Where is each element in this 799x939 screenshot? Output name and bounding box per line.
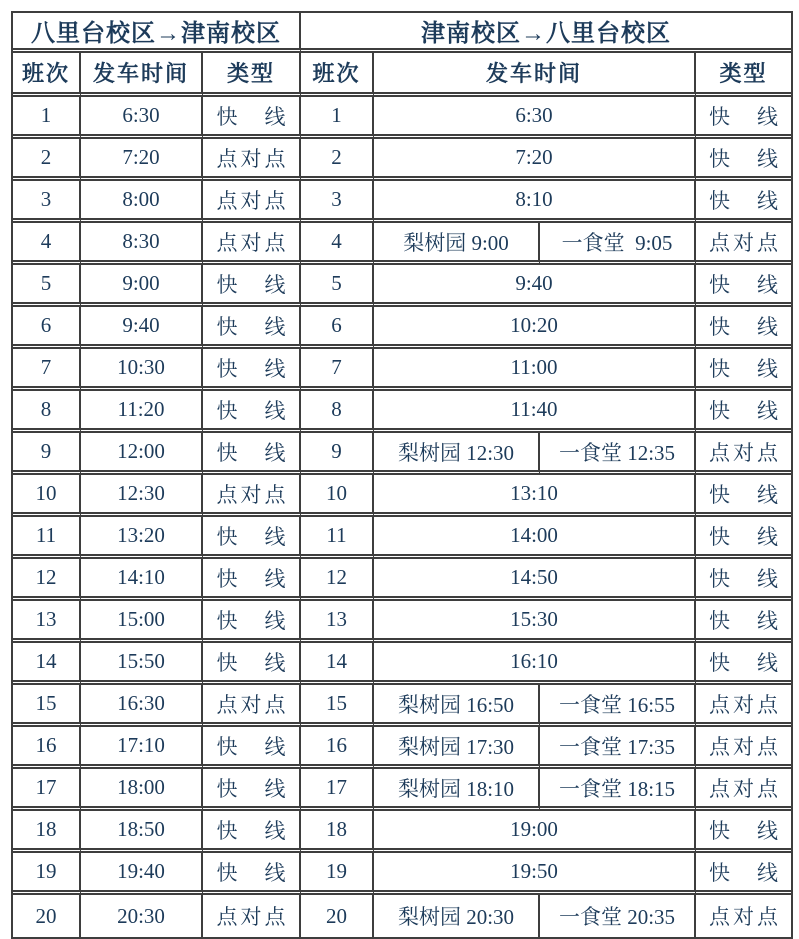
right-departure-time-lishuyuan: 梨树园 16:50 xyxy=(374,685,540,727)
schedule-row xyxy=(13,769,791,811)
right-trip-number: 16 xyxy=(301,727,374,769)
right-header-type: 类型 xyxy=(696,53,791,97)
schedule-row xyxy=(13,265,791,307)
right-trip-number: 15 xyxy=(301,685,374,727)
right-line-type: 快 线 xyxy=(696,307,791,349)
left-departure-time: 7:20 xyxy=(81,139,203,181)
left-line-type: 点对点 xyxy=(203,895,301,937)
schedule-row xyxy=(13,433,791,475)
right-departure-time: 13:10 xyxy=(374,475,696,517)
left-trip-number: 10 xyxy=(13,475,81,517)
left-line-type: 快 线 xyxy=(203,559,301,601)
right-line-type: 快 线 xyxy=(696,811,791,853)
right-departure-time: 7:20 xyxy=(374,139,696,181)
right-departure-time: 11:40 xyxy=(374,391,696,433)
right-line-type: 快 线 xyxy=(696,181,791,223)
left-trip-number: 7 xyxy=(13,349,81,391)
left-line-type: 点对点 xyxy=(203,475,301,517)
schedule-row xyxy=(13,853,791,895)
left-departure-time: 6:30 xyxy=(81,97,203,139)
left-line-type: 快 线 xyxy=(203,349,301,391)
right-departure-time-lishuyuan: 梨树园 17:30 xyxy=(374,727,540,769)
right-trip-number: 5 xyxy=(301,265,374,307)
left-trip-number: 17 xyxy=(13,769,81,811)
right-departure-time-yishitang: 一食堂 12:35 xyxy=(540,433,696,475)
left-header-departure: 发车时间 xyxy=(81,53,203,97)
right-trip-number: 19 xyxy=(301,853,374,895)
left-header-trip: 班次 xyxy=(13,53,81,97)
right-trip-number: 7 xyxy=(301,349,374,391)
left-line-type: 快 线 xyxy=(203,601,301,643)
left-trip-number: 16 xyxy=(13,727,81,769)
left-departure-time: 18:00 xyxy=(81,769,203,811)
right-departure-time-yishitang: 一食堂 18:15 xyxy=(540,769,696,811)
right-trip-number: 4 xyxy=(301,223,374,265)
left-departure-time: 12:30 xyxy=(81,475,203,517)
left-departure-time: 8:00 xyxy=(81,181,203,223)
right-line-type: 快 线 xyxy=(696,265,791,307)
left-line-type: 快 线 xyxy=(203,643,301,685)
schedule-row xyxy=(13,811,791,853)
left-trip-number: 2 xyxy=(13,139,81,181)
right-departure-time-yishitang: 一食堂 9:05 xyxy=(540,223,696,265)
left-line-type: 快 线 xyxy=(203,811,301,853)
right-line-type: 点对点 xyxy=(696,727,791,769)
right-trip-number: 14 xyxy=(301,643,374,685)
right-departure-time: 11:00 xyxy=(374,349,696,391)
left-line-type: 快 线 xyxy=(203,853,301,895)
right-line-type: 快 线 xyxy=(696,349,791,391)
right-departure-time: 19:00 xyxy=(374,811,696,853)
schedule-row xyxy=(13,307,791,349)
left-trip-number: 11 xyxy=(13,517,81,559)
left-departure-time: 19:40 xyxy=(81,853,203,895)
schedule-row xyxy=(13,391,791,433)
left-departure-time: 16:30 xyxy=(81,685,203,727)
right-line-type: 快 线 xyxy=(696,139,791,181)
right-header-trip: 班次 xyxy=(301,53,374,97)
left-line-type: 点对点 xyxy=(203,181,301,223)
right-trip-number: 20 xyxy=(301,895,374,937)
schedule-row xyxy=(13,181,791,223)
schedule-row xyxy=(13,727,791,769)
right-header-departure: 发车时间 xyxy=(374,53,696,97)
schedule-row xyxy=(13,97,791,139)
right-departure-time: 14:00 xyxy=(374,517,696,559)
right-line-type: 快 线 xyxy=(696,475,791,517)
left-line-type: 点对点 xyxy=(203,685,301,727)
right-departure-time: 15:30 xyxy=(374,601,696,643)
right-departure-time: 19:50 xyxy=(374,853,696,895)
left-line-type: 快 线 xyxy=(203,727,301,769)
schedule-row xyxy=(13,643,791,685)
right-line-type: 快 线 xyxy=(696,853,791,895)
right-departure-time-lishuyuan: 梨树园 9:00 xyxy=(374,223,540,265)
right-table-title: 津南校区→八里台校区 xyxy=(301,13,791,53)
right-departure-time-lishuyuan: 梨树园 18:10 xyxy=(374,769,540,811)
left-trip-number: 20 xyxy=(13,895,81,937)
right-line-type: 点对点 xyxy=(709,905,781,929)
schedule-row xyxy=(13,223,791,265)
left-departure-time: 13:20 xyxy=(81,517,203,559)
left-departure-time: 12:00 xyxy=(81,433,203,475)
left-trip-number: 8 xyxy=(13,391,81,433)
left-trip-number: 12 xyxy=(13,559,81,601)
right-trip-number: 9 xyxy=(301,433,374,475)
left-line-type: 快 线 xyxy=(203,307,301,349)
left-trip-number: 1 xyxy=(13,97,81,139)
right-departure-time: 10:20 xyxy=(374,307,696,349)
left-departure-time: 11:20 xyxy=(81,391,203,433)
right-trip-number: 10 xyxy=(301,475,374,517)
right-departure-time: 8:10 xyxy=(374,181,696,223)
left-header-type: 类型 xyxy=(203,53,301,97)
shuttle-timetable xyxy=(11,11,793,939)
schedule-row xyxy=(13,685,791,727)
right-line-type: 点对点 xyxy=(696,685,791,727)
schedule-row xyxy=(13,475,791,517)
right-departure-time: 16:10 xyxy=(374,643,696,685)
left-trip-number: 4 xyxy=(13,223,81,265)
left-trip-number: 3 xyxy=(13,181,81,223)
left-departure-time: 10:30 xyxy=(81,349,203,391)
right-line-type: 快 线 xyxy=(696,517,791,559)
left-line-type: 快 线 xyxy=(203,769,301,811)
right-trip-number: 18 xyxy=(301,811,374,853)
left-trip-number: 5 xyxy=(13,265,81,307)
left-line-type: 快 线 xyxy=(203,433,301,475)
left-line-type: 快 线 xyxy=(203,391,301,433)
schedule-row xyxy=(13,139,791,181)
left-departure-time: 14:10 xyxy=(81,559,203,601)
right-trip-number: 11 xyxy=(301,517,374,559)
right-departure-time-yishitang: 一食堂 17:35 xyxy=(540,727,696,769)
right-trip-number: 13 xyxy=(301,601,374,643)
schedule-row xyxy=(13,559,791,601)
schedule-row xyxy=(13,895,791,937)
right-line-type: 快 线 xyxy=(696,601,791,643)
schedule-row xyxy=(13,601,791,643)
right-departure-time: 14:50 xyxy=(374,559,696,601)
left-trip-number: 15 xyxy=(13,685,81,727)
right-trip-number: 8 xyxy=(301,391,374,433)
right-line-type: 快 线 xyxy=(696,97,791,139)
left-line-type: 点对点 xyxy=(203,223,301,265)
right-line-type: 点对点 xyxy=(696,433,791,475)
right-departure-time-yishitang: 一食堂 20:35 xyxy=(540,895,696,937)
right-departure-time-yishitang: 一食堂 16:55 xyxy=(540,685,696,727)
right-departure-time: 6:30 xyxy=(374,97,696,139)
left-departure-time: 9:00 xyxy=(81,265,203,307)
left-departure-time: 15:00 xyxy=(81,601,203,643)
schedule-row xyxy=(13,349,791,391)
left-departure-time: 8:30 xyxy=(81,223,203,265)
right-line-type: 点对点 xyxy=(696,223,791,265)
right-trip-number: 12 xyxy=(301,559,374,601)
left-trip-number: 13 xyxy=(13,601,81,643)
timetable-body xyxy=(13,13,791,937)
left-departure-time: 17:10 xyxy=(81,727,203,769)
left-departure-time: 9:40 xyxy=(81,307,203,349)
left-trip-number: 9 xyxy=(13,433,81,475)
schedule-row xyxy=(13,517,791,559)
left-line-type: 点对点 xyxy=(203,139,301,181)
right-departure-time-lishuyuan: 梨树园 20:30 xyxy=(374,895,540,937)
left-trip-number: 14 xyxy=(13,643,81,685)
right-trip-number: 17 xyxy=(301,769,374,811)
right-trip-number: 6 xyxy=(301,307,374,349)
left-departure-time: 20:30 xyxy=(81,895,203,937)
left-trip-number: 19 xyxy=(13,853,81,895)
title-row xyxy=(13,13,791,53)
left-departure-time: 18:50 xyxy=(81,811,203,853)
right-trip-number: 2 xyxy=(301,139,374,181)
right-trip-number: 3 xyxy=(301,181,374,223)
left-trip-number: 18 xyxy=(13,811,81,853)
header-row xyxy=(13,53,791,97)
left-table-title: 八里台校区→津南校区 xyxy=(13,13,301,53)
right-trip-number: 1 xyxy=(301,97,374,139)
right-line-type: 快 线 xyxy=(696,643,791,685)
left-line-type: 快 线 xyxy=(203,97,301,139)
left-departure-time: 15:50 xyxy=(81,643,203,685)
left-line-type: 快 线 xyxy=(203,265,301,307)
right-line-type: 快 线 xyxy=(696,391,791,433)
right-departure-time: 9:40 xyxy=(374,265,696,307)
right-line-type: 点对点 xyxy=(696,769,791,811)
right-line-type: 快 线 xyxy=(696,559,791,601)
left-trip-number: 6 xyxy=(13,307,81,349)
left-line-type: 快 线 xyxy=(203,517,301,559)
right-departure-time-lishuyuan: 梨树园 12:30 xyxy=(374,433,540,475)
